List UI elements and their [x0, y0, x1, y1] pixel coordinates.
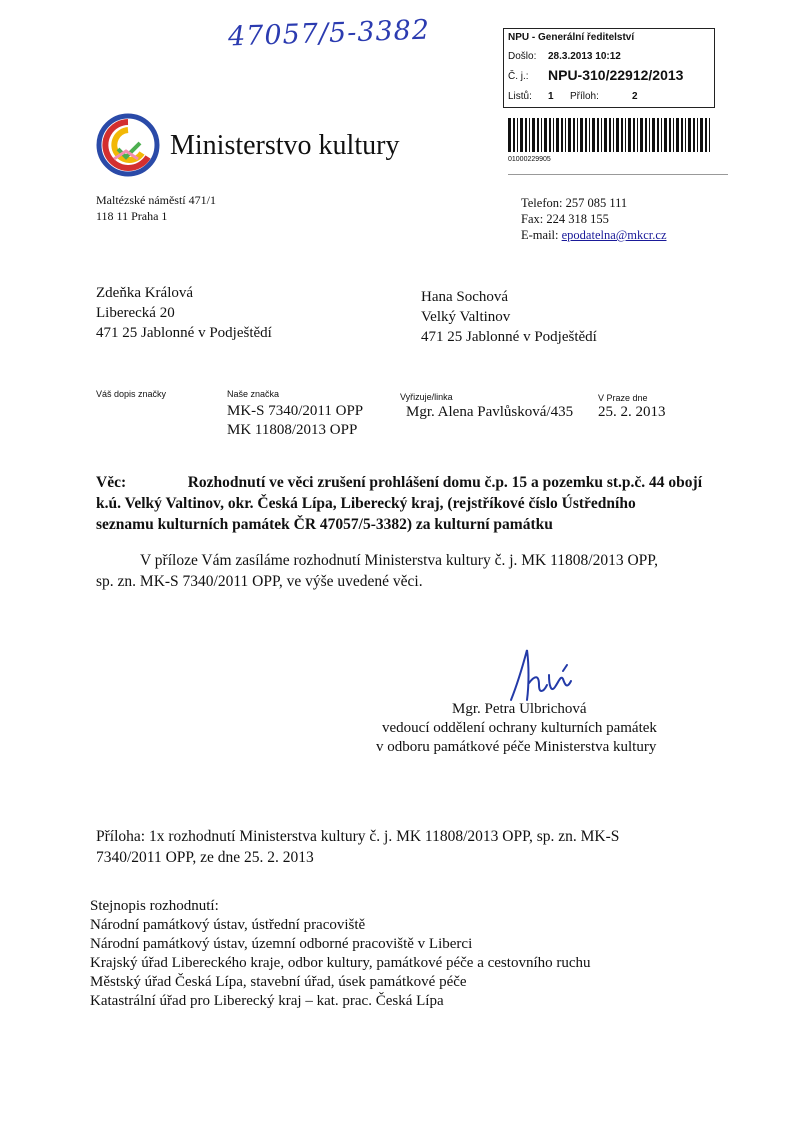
stamp-org: NPU - Generální ředitelství	[508, 32, 635, 43]
barcode-icon	[508, 118, 713, 152]
our-ref	[227, 402, 363, 440]
date: 25. 2. 2013	[598, 404, 666, 420]
ministry-logo-icon	[96, 113, 160, 182]
our-ref-1: MK-S 7340/2011 OPP	[227, 403, 364, 419]
stamp-attachments-label: Příloh:	[570, 91, 599, 102]
date-label: V Praze dne	[598, 393, 648, 403]
body-line-1: V příloze Vám zasíláme rozhodnutí Ministerstva kultury č. j. MK 11808/2013 OPP,	[140, 552, 659, 569]
phone: Telefon: 257 085 111	[521, 196, 628, 210]
copies	[90, 897, 591, 1011]
address-line-1: Maltézské náměstí 471/1	[96, 193, 216, 207]
recipient-2-city: 471 25 Jablonné v Podještědí	[421, 329, 597, 345]
our-ref-2: MK 11808/2013 OPP	[227, 422, 358, 438]
subject-line-1-row	[96, 472, 702, 493]
recipient-2	[421, 287, 597, 347]
stamp-sheets-value: 1	[548, 91, 554, 102]
stamp-ref-label: Č. j.:	[508, 71, 529, 82]
recipient-1	[96, 283, 272, 343]
stamp-received-value: 28.3.2013 10:12	[548, 51, 621, 62]
signatory-title-1: vedoucí oddělení ochrany kulturních památek	[382, 720, 657, 736]
our-ref-label: Naše značka	[227, 389, 280, 399]
recipient-1-city: 471 25 Jablonné v Podještědí	[96, 325, 272, 341]
stamp-received-label: Došlo:	[508, 51, 537, 62]
handled-by-label: Vyřizuje/linka	[400, 392, 453, 402]
recipient-1-street: Liberecká 20	[96, 305, 175, 321]
copies-item: Katastrální úřad pro Liberecký kraj – kat. prac. Česká Lípa	[90, 993, 444, 1009]
ministry-contact	[521, 195, 667, 243]
stamp-sheets-label: Listů:	[508, 91, 532, 102]
stamp-ref-value: NPU-310/22912/2013	[548, 67, 684, 83]
subject-label: Věc:	[96, 474, 127, 491]
handled-by: Mgr. Alena Pavlůsková/435	[406, 404, 574, 420]
copies-item: Krajský úřad Libereckého kraje, odbor kultury, památkové péče a cestovního ruchu	[90, 955, 591, 971]
stamp-attachments-value: 2	[632, 91, 638, 102]
barcode	[508, 118, 713, 163]
copies-heading: Stejnopis rozhodnutí:	[90, 898, 219, 914]
handwritten-reference: 47057/5-3382	[227, 14, 431, 53]
subject-line-1: Rozhodnutí ve věci zrušení prohlášení domu č.p. 15 a pozemku st.p.č. 44 obojí	[187, 474, 702, 491]
address-line-2: 118 11 Praha 1	[96, 209, 168, 223]
barcode-number: 01000229905	[508, 156, 551, 163]
subject-line-3: seznamu kulturních památek ČR 47057/5-3382) za kulturní památku	[96, 516, 553, 533]
email-row	[521, 227, 667, 243]
signatory-title-2: v odboru památkové péče Ministerstva kultury	[376, 739, 657, 755]
attachment-line-2: 7340/2011 OPP, ze dne 25. 2. 2013	[96, 849, 314, 866]
divider	[508, 174, 728, 175]
body-line-2: sp. zn. MK-S 7340/2011 OPP, ve výše uvedené věci.	[96, 573, 423, 590]
email-link[interactable]: epodatelna@mkcr.cz	[561, 228, 667, 242]
recipient-2-street: Velký Valtinov	[421, 309, 511, 325]
body-text	[96, 550, 702, 592]
copies-item: Národní památkový ústav, ústřední pracoviště	[90, 917, 366, 933]
attachment-line-1: Příloha: 1x rozhodnutí Ministerstva kultury č. j. MK 11808/2013 OPP, sp. zn. MK-S	[96, 828, 620, 845]
attachment	[96, 826, 702, 868]
signatory-name: Mgr. Petra Ulbrichová	[452, 701, 587, 717]
recipient-1-name: Zdeňka Králová	[96, 285, 194, 301]
recipient-2-name: Hana Sochová	[421, 289, 509, 305]
signature-block	[376, 700, 676, 757]
subject	[96, 472, 702, 535]
copies-item: Národní památkový ústav, územní odborné pracoviště v Liberci	[90, 936, 473, 952]
ministry-address	[96, 192, 216, 224]
subject-line-2: k.ú. Velký Valtinov, okr. Česká Lípa, Liberecký kraj, (rejstříkové číslo Ústředního	[96, 495, 636, 512]
your-letter-label: Váš dopis značky	[96, 389, 167, 399]
ministry-name: Ministerstvo kultury	[170, 130, 400, 161]
fax: Fax: 224 318 155	[521, 212, 609, 226]
registry-stamp	[503, 28, 715, 108]
copies-item: Městský úřad Česká Lípa, stavební úřad, úsek památkové péče	[90, 974, 467, 990]
email-label: E-mail:	[521, 228, 559, 242]
